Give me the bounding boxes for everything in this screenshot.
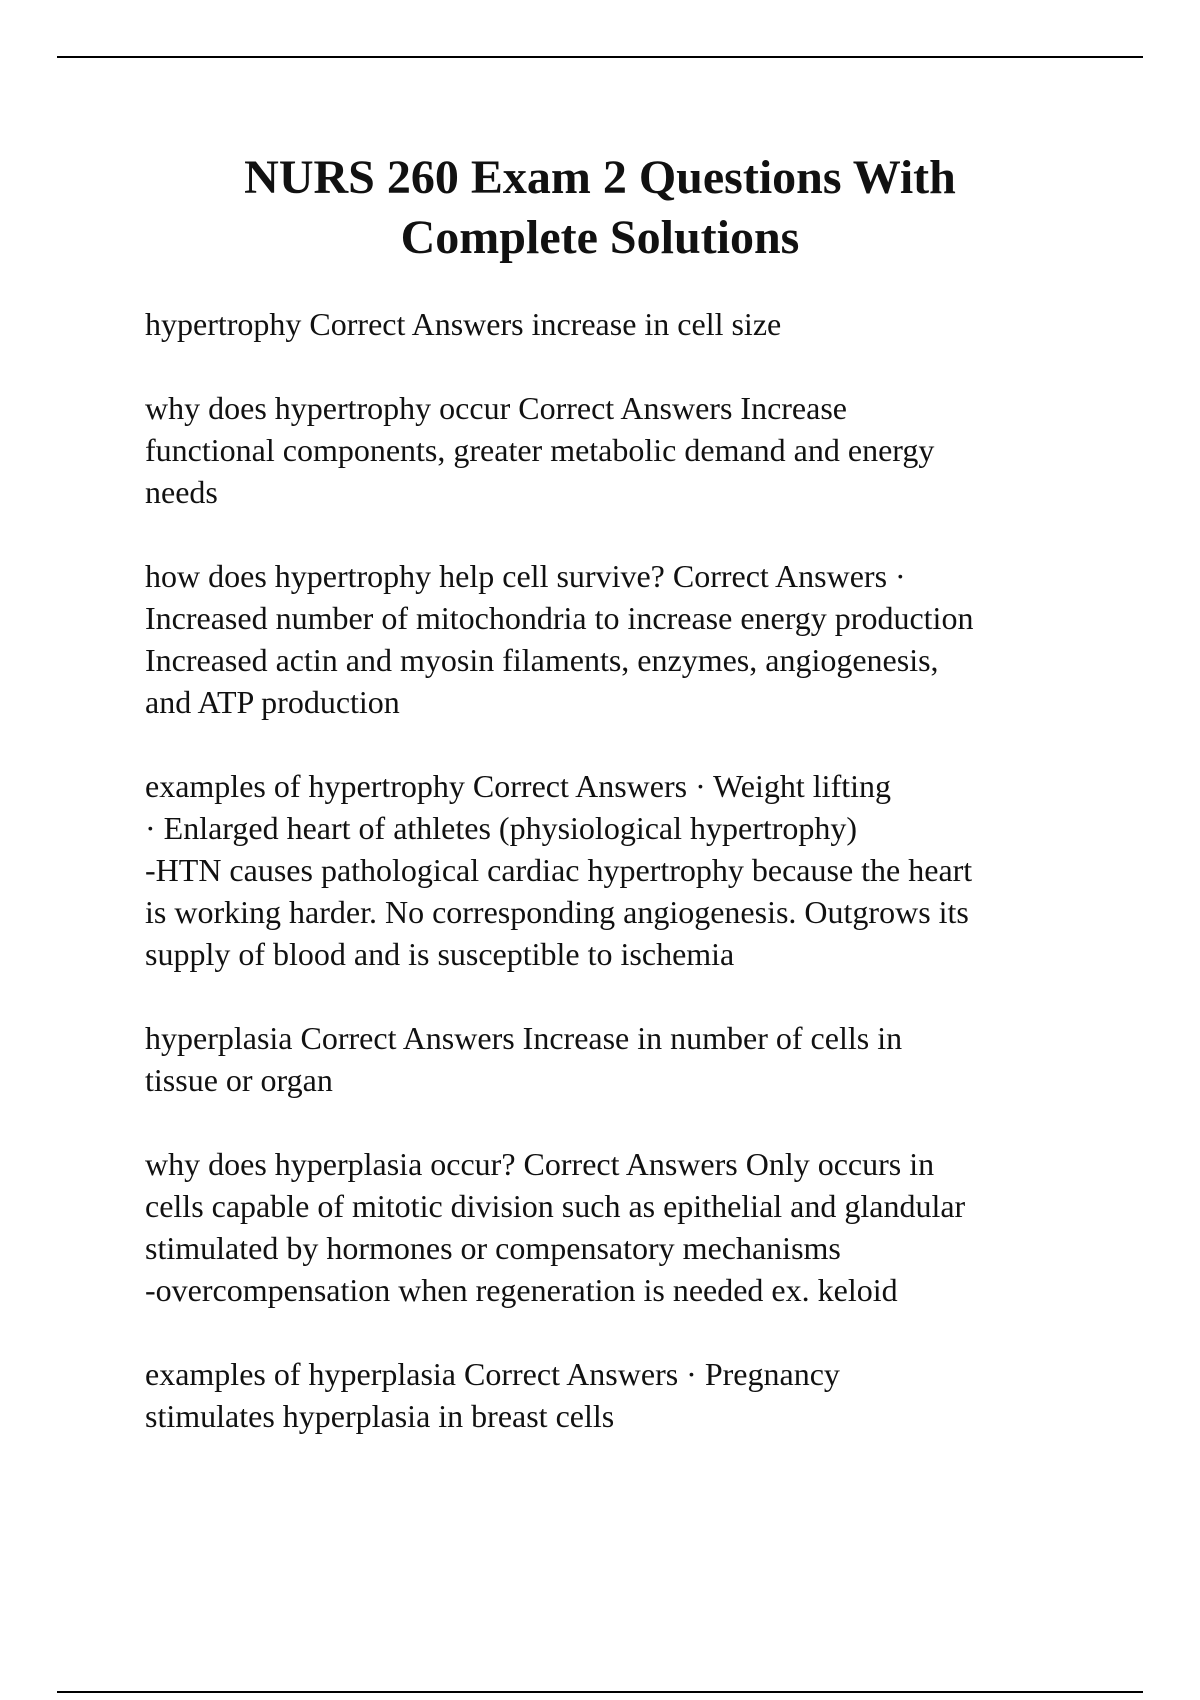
answer-text: tissue or organ <box>145 1062 333 1098</box>
answer-text: functional components, greater metabolic demand and energy <box>145 432 935 468</box>
answer-label: Correct Answers <box>672 558 888 594</box>
answer-label: Correct Answers <box>300 1020 515 1056</box>
answer-text: is working harder. No corresponding angiogenesis. Outgrows its <box>145 894 969 930</box>
title-line-2: Complete Solutions <box>400 211 800 264</box>
answer-text: -HTN causes pathological cardiac hypertrophy because the heart <box>145 852 973 888</box>
answer-text: Increased actin and myosin filaments, enzymes, angiogenesis, <box>145 642 939 678</box>
answer-text: Increased number of mitochondria to increase energy production <box>145 600 974 636</box>
title-line-1: NURS 260 Exam 2 Questions With <box>244 151 956 204</box>
answer-text: · Weight lifting <box>695 768 891 804</box>
top-rule <box>57 56 1143 58</box>
question-text: hyperplasia <box>145 1020 293 1056</box>
answer-text: stimulated by hormones or compensatory mechanisms <box>145 1230 841 1266</box>
answer-label: Correct Answers <box>523 1146 738 1182</box>
qa-entry <box>145 1017 1105 1101</box>
answer-label: Correct Answers <box>309 306 524 342</box>
answer-text: · Pregnancy <box>686 1356 840 1392</box>
answer-label: Correct Answers <box>464 1356 679 1392</box>
answer-text: cells capable of mitotic division such as epithelial and glandular <box>145 1188 966 1224</box>
bottom-rule <box>57 1691 1143 1693</box>
answer-label: Correct Answers <box>472 768 688 804</box>
qa-entry <box>145 303 1105 345</box>
answer-text: -overcompensation when regeneration is needed ex. keloid <box>145 1272 898 1308</box>
question-text: examples of hyperplasia <box>145 1356 456 1392</box>
qa-entry <box>145 555 1105 723</box>
answer-text: increase in cell size <box>531 306 782 342</box>
answer-text: · <box>895 558 906 594</box>
answer-label: Correct Answers <box>518 390 733 426</box>
qa-list <box>145 303 1105 1479</box>
answer-text: Increase <box>740 390 847 426</box>
qa-entry <box>145 1353 1105 1437</box>
question-text: hypertrophy <box>145 306 302 342</box>
answer-text: stimulates hyperplasia in breast cells <box>145 1398 615 1434</box>
question-text: examples of hypertrophy <box>145 768 465 804</box>
answer-text: · Enlarged heart of athletes (physiological hypertrophy) <box>145 810 858 846</box>
answer-text: Increase in number of cells in <box>522 1020 903 1056</box>
qa-entry <box>145 387 1105 513</box>
answer-text: supply of blood and is susceptible to ischemia <box>145 936 735 972</box>
qa-entry <box>145 765 1105 975</box>
qa-entry <box>145 1143 1105 1311</box>
answer-text: needs <box>145 474 218 510</box>
question-text: why does hyperplasia occur? <box>145 1146 516 1182</box>
answer-text: and ATP production <box>145 684 400 720</box>
question-text: why does hypertrophy occur <box>145 390 511 426</box>
page-title <box>100 148 1100 268</box>
question-text: how does hypertrophy help cell survive? <box>145 558 665 594</box>
answer-text: Only occurs in <box>745 1146 935 1182</box>
